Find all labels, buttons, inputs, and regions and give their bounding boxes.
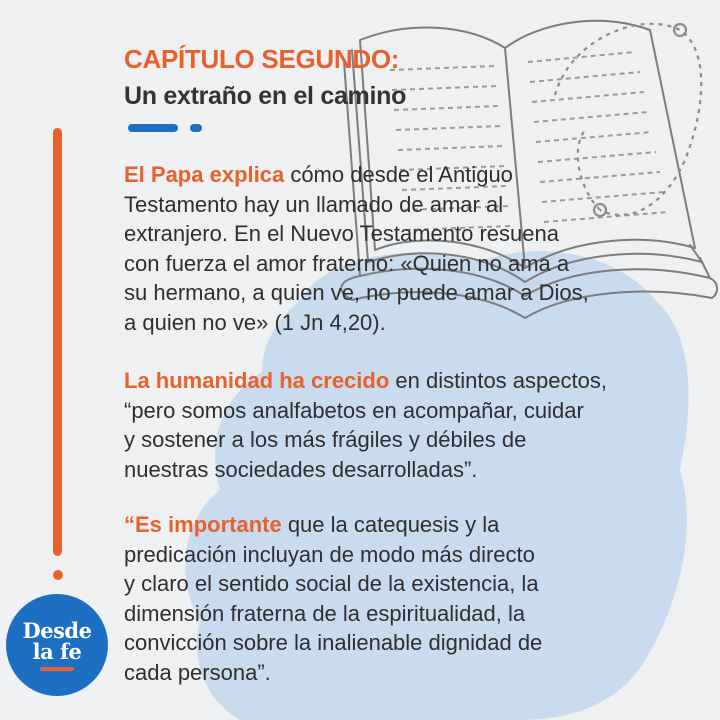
paragraph-1-line-3: extranjero. En el Nuevo Testamento resuena [124,221,559,246]
paragraph-2-line-2: “pero somos analfabetos en acompañar, cuidar [124,397,584,423]
logo-underline [40,667,74,671]
paragraph-1-line-4: con fuerza el amor fraterno: «Quien no ama a [124,250,570,276]
paragraph-3-line-6: cada persona”. [124,659,271,685]
paragraph-2-line-3: y sostener a los más frágiles y débiles de [124,427,527,452]
paragraph-3-line-5: convicción sobre la inalienable dignidad de [124,630,543,655]
paragraph-2-highlight: La humanidad ha crecido [124,368,390,393]
paragraph-1-line-6: a quien no ve» (1 Jn 4,20). [124,309,386,335]
paragraph-1-highlight: El Papa explica [124,162,285,187]
desde-la-fe-logo [6,594,108,696]
paragraph-3-line-2: predicación incluyan de modo más directo [124,541,535,567]
left-rule-dot [53,570,63,580]
chapter-title: CAPÍTULO SEGUNDO: [124,44,400,74]
paragraph-2 [124,366,694,484]
chapter-subtitle: Un extraño en el camino [124,82,407,110]
paragraph-1-line-2: Testamento hay un llamado de amar al [124,191,504,217]
left-rule-segment-2 [53,510,62,556]
paragraph-1-line-1: cómo desde el Antiguo [284,162,513,187]
paragraph-3-line-4: dimensión fraterna de la espiritualidad, la [124,600,526,626]
paragraph-3-highlight: “Es importante [124,512,282,537]
accent-bar-short [190,124,202,132]
logo-line-1: Desde [22,617,92,643]
paragraph-1-line-5: su hermano, a quien ve, no puede amar a Dios, [124,280,589,305]
paragraph-3-line-3: y claro el sentido social de la existencia, la [124,571,539,596]
paragraph-2-line-1: en distintos aspectos, [389,368,607,393]
left-rule-segment-1 [53,128,62,523]
paragraph-1 [124,160,694,337]
paragraph-2-line-4: nuestras sociedades desarrolladas”. [124,456,478,482]
accent-bar-long [128,124,178,132]
paragraph-3-line-1: que la catequesis y la [281,512,500,537]
logo-line-2: la fe [32,638,82,664]
paragraph-3 [124,510,694,687]
